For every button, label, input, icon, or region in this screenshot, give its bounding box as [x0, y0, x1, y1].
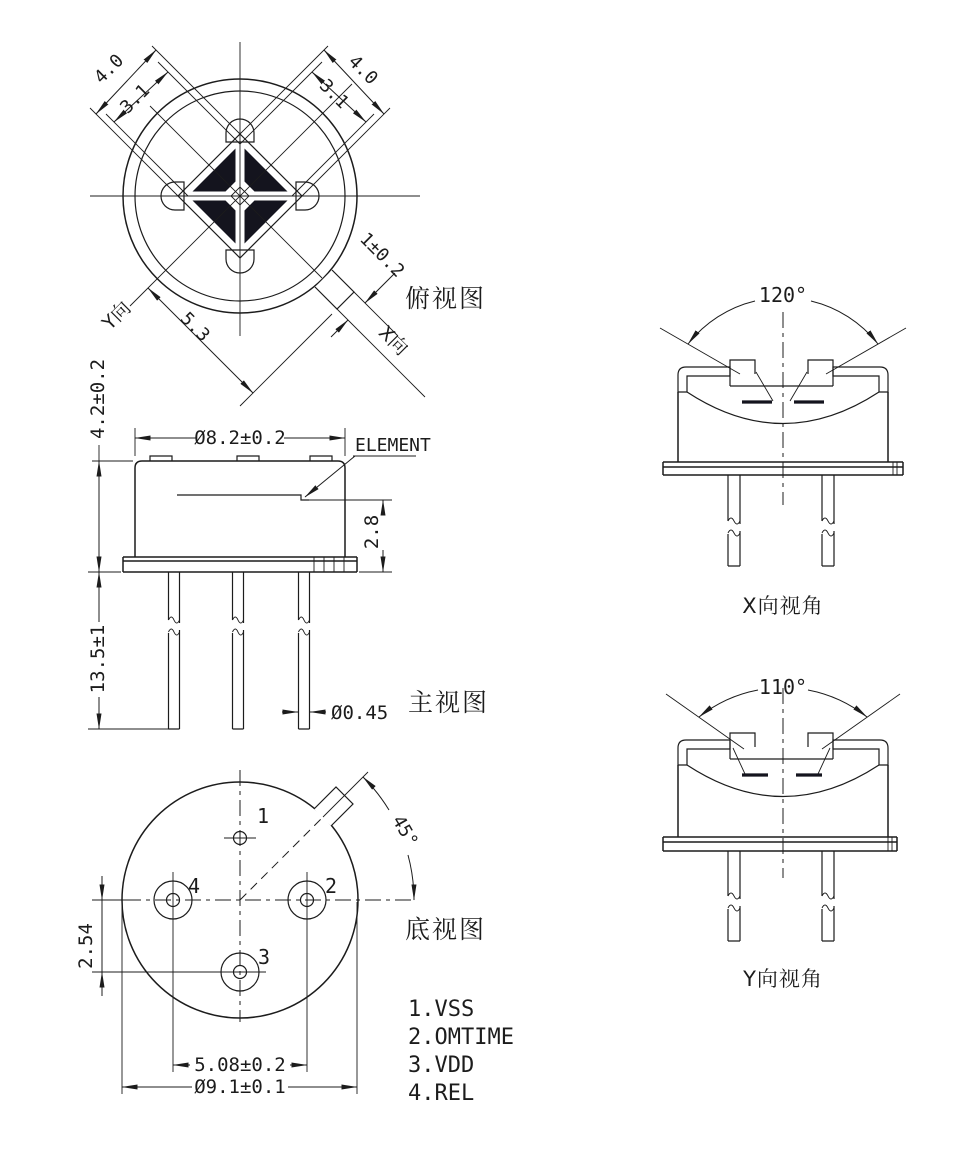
y-flange	[663, 837, 897, 851]
y-window-tabs	[730, 733, 833, 740]
dim-cap-diameter: Ø8.2±0.2	[194, 427, 286, 449]
y-angle-view	[663, 675, 900, 991]
y-window-frame	[730, 740, 833, 759]
dim-window-left: 4.0	[90, 50, 129, 89]
front-view-title: 主视图	[408, 688, 490, 717]
flange	[123, 557, 357, 572]
y-pins	[728, 851, 834, 941]
axis-x-label: X向	[374, 321, 413, 360]
y-window-funnel	[733, 748, 830, 774]
pin2-number: 2	[325, 874, 338, 898]
y-flange-tab-ticks	[888, 837, 892, 851]
dim-pin-diameter: Ø0.45	[331, 702, 389, 724]
dim-tab-width: 1±0.2	[355, 228, 409, 282]
dim-row-offset: 2.54	[75, 923, 97, 969]
dim-pin-length: 13.5±1	[87, 624, 109, 694]
top-view	[90, 42, 486, 406]
dim-tab-angle: 45°	[387, 811, 422, 851]
x-view-angle: 120°	[758, 283, 808, 307]
dim-arrow-tab-width-2	[331, 320, 348, 337]
x-pins	[728, 475, 834, 566]
dim-flange-diameter: Ø9.1±0.1	[194, 1076, 286, 1098]
dim-element-left: 3.1	[116, 80, 155, 119]
pin1-number: 1	[257, 804, 270, 828]
element-leader	[305, 456, 355, 497]
x-view-title: X向视角	[742, 594, 824, 618]
bottom-view-title: 底视图	[405, 915, 487, 944]
x-angle-view	[660, 283, 906, 618]
dim-cap-height: 4.2±0.2	[87, 358, 109, 440]
x-can-wall-right	[833, 367, 888, 392]
top-view-title: 俯视图	[405, 284, 487, 313]
dim-window-right: 4.0	[343, 51, 382, 90]
x-angle-arc-1	[688, 301, 755, 344]
axis-y-label: Y向	[98, 297, 136, 335]
y-can-wall-left	[678, 740, 730, 765]
y-angle-arc-1	[699, 690, 758, 717]
tab-angle-arc-1	[408, 855, 414, 900]
element-section	[177, 495, 309, 500]
element-label: ELEMENT	[355, 435, 431, 456]
y-view-angle: 110°	[758, 675, 808, 699]
pin4-number: 4	[188, 874, 201, 898]
pin3-number: 3	[258, 945, 271, 969]
tab-angle-arc-2	[363, 777, 389, 810]
can-body	[135, 461, 345, 557]
y-view-title: Y向视角	[743, 967, 823, 991]
pin-def-4: 4.REL	[408, 1081, 475, 1106]
x-flange-tab-ticks	[893, 462, 897, 475]
y-can-wall-right	[833, 740, 888, 765]
cap-height-extensions	[88, 461, 133, 572]
pin-def-2: 2.OMTIME	[408, 1025, 514, 1050]
index-tab-fill	[315, 270, 354, 309]
y-angle-arc-2	[808, 690, 867, 717]
pin-definitions	[408, 997, 514, 1106]
front-view	[87, 359, 489, 729]
dim-pin-spacing: 5.08±0.2	[194, 1054, 286, 1076]
dim-tab-offset: 5.3	[175, 308, 214, 347]
x-angle-arc-2	[811, 301, 878, 344]
pin-def-3: 3.VDD	[408, 1053, 475, 1078]
x-window-tabs	[730, 360, 833, 367]
tab-leader-dashed	[240, 817, 323, 900]
x-window-frame	[730, 367, 833, 386]
dim-element-height: 2.8	[361, 514, 383, 550]
pin-def-1: 1.VSS	[408, 997, 475, 1022]
flange-tab-ticks	[314, 557, 344, 572]
dim-element-right: 3.1	[314, 75, 353, 114]
x-can-wall-left	[678, 367, 730, 392]
front-pins	[169, 572, 310, 729]
